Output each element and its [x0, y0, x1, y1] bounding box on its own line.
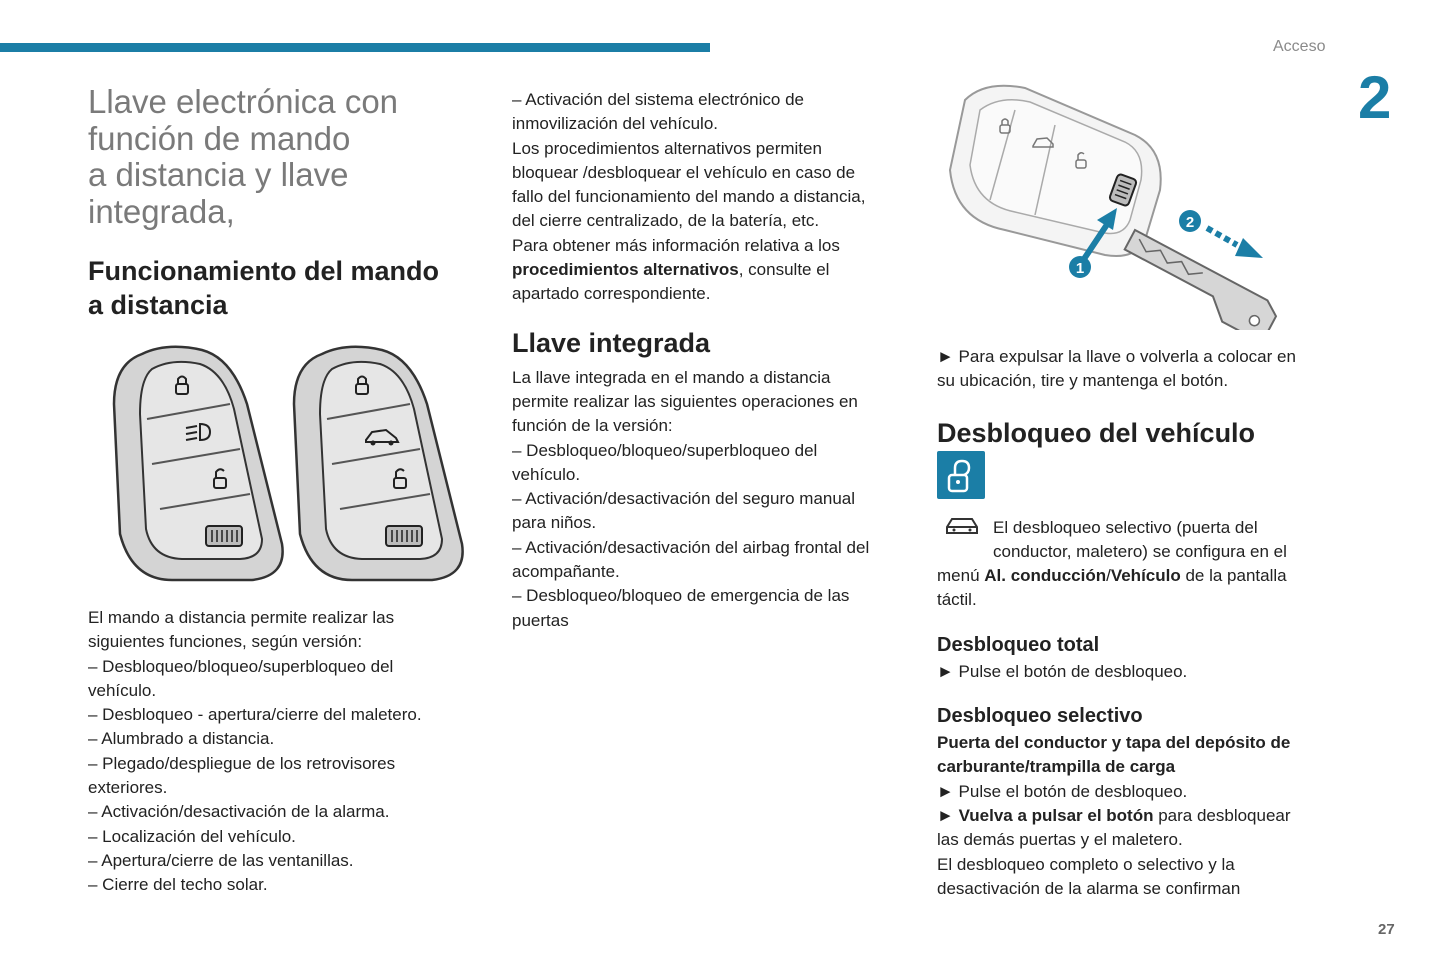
page-title: Llave electrónica con función de mando a distancia y llave integrada,	[88, 83, 399, 230]
unlock-padlock-icon	[937, 451, 985, 499]
section-label: Acceso	[1273, 38, 1326, 55]
remote-functions-text: El mando a distancia permite realizar las siguientes funciones, según versión: – Desbloqueo/bloqueo/superbloqueo del vehículo. – Desbloqueo - apertura/cierre del maletero. – Alumbrado a distancia. – Plegado/despliegue de los retrovisores exteriores. – Activación/desactivación de la alarma. – Localización del vehículo. – Apertura/cierre de las ventanillas. – Cierre del techo solar.	[88, 608, 422, 895]
figure-label-2: 2	[1185, 214, 1195, 231]
subheading-total-unlock: Desbloqueo total	[937, 633, 1100, 656]
top-accent-bar	[0, 43, 710, 52]
page-number: 27	[1378, 921, 1395, 938]
section-heading-unlocking: Desbloqueo del vehículo	[937, 417, 1256, 448]
section-heading-integrated-key: Llave integrada	[512, 327, 711, 358]
column-3	[937, 84, 1337, 901]
selective-unlock-text: Puerta del conductor y tapa del depósito de carburante/trampilla de carga ► Pulse el botón de desbloqueo. ► Vuelva a pulsar el botón para desbloquear las demás puertas y el maletero. El desbloqueo completo o selectivo y la desactivación de la alarma se confirman	[937, 733, 1291, 898]
figure-label-1: 1	[1075, 260, 1085, 277]
selective-config-note: El desbloqueo selectivo (puerta del conductor, maletero) se configura en el menú Al. conducción/Vehículo de la pantalla táctil.	[937, 517, 1287, 610]
column-2: – Activación del sistema electrónico de inmovilización del vehículo. Los procedimientos alternativos permiten bloquear /desbloquear el vehículo en caso de fallo del funcionamiento del mando a distancia, del cierre centralizado, de la batería, etc. Para obtener más información relativa a los procedimientos alternativos, consulte el apartado correspondiente. Llave integrada La llave integrada en el mando a distancia permite realizar las siguientes operaciones en función de la versión: – Desbloqueo/bloqueo/superbloqueo del vehículo. – Activación/desactivación del seguro manual para niños. – Activación/desactivación del airbag frontal del acompañante. – Desbloqueo/bloqueo de emergencia de las puertas	[512, 88, 907, 633]
expel-key-instruction: ► Para expulsar la llave o volverla a colocar en su ubicación, tire y mantenga el botón.	[937, 347, 1296, 391]
chapter-number: 2	[1358, 64, 1392, 131]
integrated-key-text: La llave integrada en el mando a distancia permite realizar las siguientes operaciones en función de la versión: – Desbloqueo/bloqueo/superbloqueo del vehículo. – Activación/desactivación del seguro manual para niños. – Activación/desactivación del airbag frontal del acompañante. – Desbloqueo/bloqueo de emergencia de las puertas	[512, 367, 870, 630]
subheading-selective-unlock: Desbloqueo selectivo	[937, 705, 1143, 728]
alt-procedures-link-text: procedimientos alternativos	[512, 260, 739, 280]
key-fob-right	[294, 347, 463, 580]
total-unlock-step: ► Pulse el botón de desbloqueo.	[937, 661, 1188, 681]
section-heading-remote: Funcionamiento del mando a distancia	[88, 256, 440, 320]
key-fob-left	[114, 347, 283, 580]
key-fobs-illustration	[112, 344, 472, 584]
car-settings-icon	[944, 513, 980, 537]
